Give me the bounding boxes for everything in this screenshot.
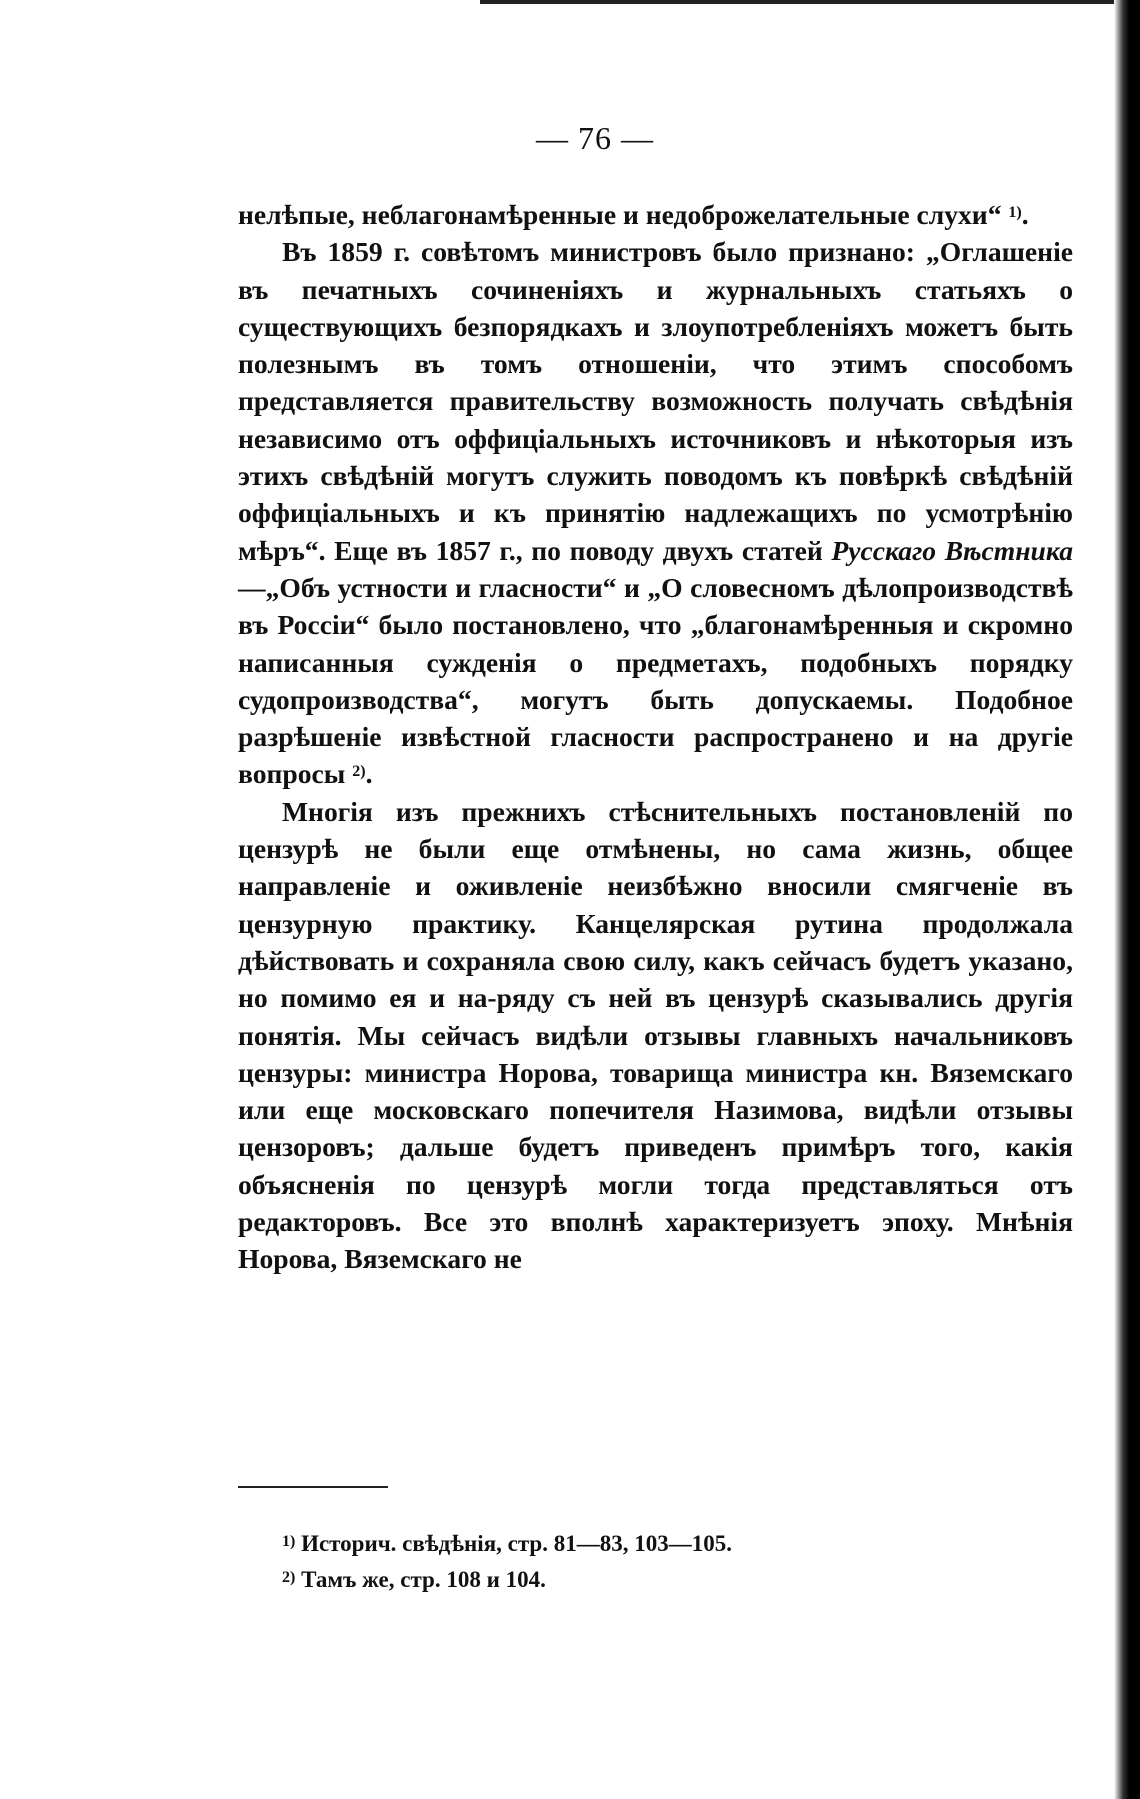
footnote-1: [282, 1526, 1042, 1562]
paragraph-1-end: .: [1021, 199, 1029, 230]
paragraph-2: [238, 233, 1073, 792]
paragraph-2-end: .: [365, 758, 373, 790]
footnote-2-mark: 2): [282, 1569, 296, 1586]
paragraph-1: [238, 196, 1073, 233]
footnotes: [282, 1526, 1042, 1598]
paragraph-2-text-b: —„Объ устности и гласности“ и „О словесномъ дѣлопроизводствѣ въ Россіи“ было постановлено, что „благонамѣренныя и скромно написанныя сужденія о предметахъ, подобныхъ порядку судопроизводства“, могутъ быть допускаемы. Подобное разрѣшеніе извѣстной гласности распространено и на другіе вопросы: [238, 571, 1073, 790]
top-edge-rule: [480, 0, 1116, 4]
journal-title: Русскаго Вѣстника: [831, 534, 1073, 566]
footnote-ref-1: 1): [1008, 204, 1022, 221]
footnote-1-text: Историч. свѣдѣнія, стр. 81—83, 103—105.: [295, 1531, 732, 1556]
page-edge-shadow: [1114, 0, 1140, 1799]
footnote-2: [282, 1562, 1042, 1598]
paragraph-3: Многія изъ прежнихъ стѣснительныхъ постановленій по цензурѣ не были еще отмѣнены, но сама жизнь, общее направленіе и оживленіе неизбѣжно вносили смягченіе въ цензурную практику. Канцелярская рутина продолжала дѣйствовать и сохраняла свою силу, какъ сейчасъ будетъ указано, но помимо ея и на-ряду съ ней въ цензурѣ сказывались другія понятія. Мы сейчасъ видѣли отзывы главныхъ начальниковъ цензуры: министра Норова, товарища министра кн. Вяземскаго или еще московскаго попечителя Назимова, видѣли отзывы цензоровъ; дальше будетъ приведенъ примѣръ того, какія объясненія по цензурѣ могли тогда представляться отъ редакторовъ. Все это вполнѣ характеризуетъ эпоху. Мнѣнія Норова, Вяземскаго не: [238, 795, 1073, 1275]
footnote-1-mark: 1): [282, 1533, 296, 1550]
page-number: — 76 —: [536, 120, 654, 156]
footnote-2-text: Тамъ же, стр. 108 и 104.: [295, 1567, 546, 1592]
footnote-separator: [238, 1486, 388, 1488]
body-text: [238, 196, 1073, 1278]
footnote-ref-2: 2): [352, 763, 366, 781]
paragraph-1-text: нелѣпые, неблагонамѣренные и недоброжелательные слухи“: [238, 199, 1002, 230]
paragraph-2-text-a: Въ 1859 г. совѣтомъ министровъ было признано: „Оглашеніе въ печатныхъ сочиненіяхъ и журнальныхъ статьяхъ о существующихъ безпорядкахъ и злоупотребленіяхъ можетъ быть полезнымъ въ томъ отношеніи, что этимъ способомъ представляется правительству возможность получать свѣдѣнія независимо отъ оффиціальныхъ источниковъ и нѣкоторыя изъ этихъ свѣдѣній могутъ служить поводомъ къ повѣркѣ свѣдѣній оффиціальныхъ и къ принятію надлежащихъ по усмотрѣнію мѣръ“. Еще въ 1857 г., по поводу двухъ статей: [238, 236, 1073, 566]
